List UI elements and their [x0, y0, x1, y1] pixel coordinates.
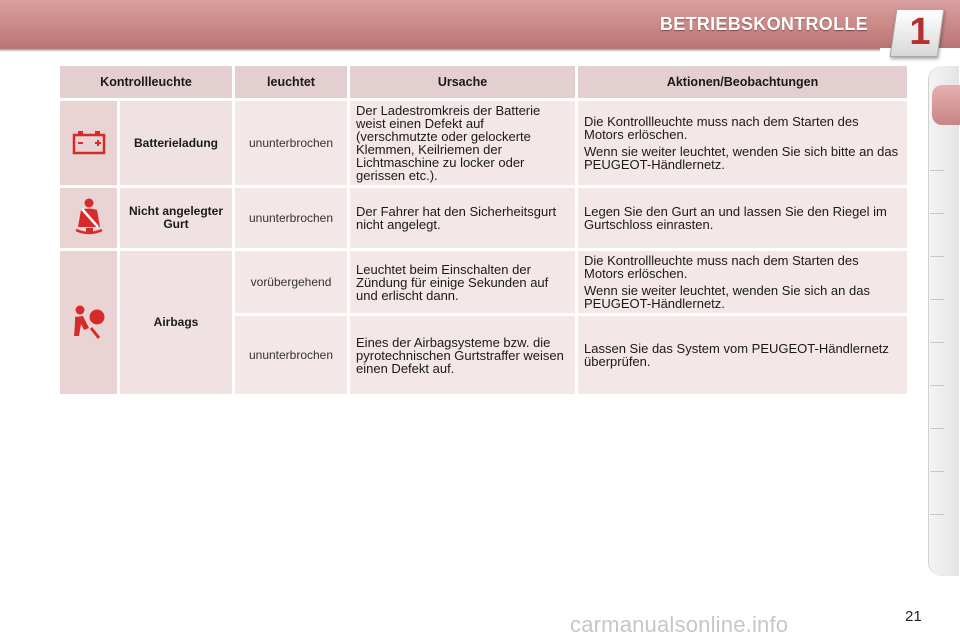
side-tab-divider [930, 342, 944, 343]
side-tab-active[interactable] [932, 85, 960, 125]
side-tab-divider [930, 256, 944, 257]
row-cause: Leuchtet beim Einschalten der Zündung für einige Sekunden auf und erlischt dann. [350, 251, 575, 313]
row-duration: vorübergehend [235, 251, 347, 313]
row-name-airbags: Airbags [120, 251, 232, 394]
row-name-battery: Batterieladung [120, 101, 232, 185]
row-duration: ununterbrochen [235, 316, 347, 394]
seatbelt-icon-cell [60, 188, 117, 248]
row-actions [578, 101, 907, 185]
action-text: Die Kontrollleuchte muss nach dem Starten des Motors erlöschen. [584, 114, 859, 142]
airbag-icon [69, 302, 109, 342]
row-cause: Eines der Airbagsysteme bzw. die pyrotechnischen Gurtstraffer weisen einen Defekt auf. [350, 316, 575, 394]
row-cause: Der Ladestromkreis der Batterie weist einen Defekt auf (verschmutzte oder gelockerte Klemmen, Keilriemen der Lichtmaschine zu locker oder gerissen etc.). [350, 101, 575, 185]
table-row [60, 101, 907, 185]
action-text: Wenn sie weiter leuchtet, wenden Sie sich bitte an das PEUGEOT-Händlernetz. [584, 144, 899, 172]
battery-icon-cell [60, 101, 117, 185]
row-cause: Der Fahrer hat den Sicherheitsgurt nicht angelegt. [350, 188, 575, 248]
page-number: 21 [905, 608, 922, 625]
side-tab-divider [930, 428, 944, 429]
row-duration: ununterbrochen [235, 101, 347, 185]
seatbelt-icon [72, 197, 106, 237]
column-header-cause: Ursache [350, 66, 575, 98]
side-tab-divider [930, 471, 944, 472]
side-tab-divider [930, 213, 944, 214]
column-header-lit: leuchtet [235, 66, 347, 98]
table-header-row [60, 66, 907, 98]
action-text: Legen Sie den Gurt an und lassen Sie den Riegel im Gurtschloss einrasten. [584, 204, 887, 232]
side-tab-strip [928, 66, 959, 576]
airbag-icon-cell [60, 251, 117, 394]
side-tab-divider [930, 385, 944, 386]
warning-lights-table [57, 63, 910, 397]
row-duration: ununterbrochen [235, 188, 347, 248]
action-text: Wenn sie weiter leuchtet, wenden Sie sich an das PEUGEOT-Händlernetz. [584, 283, 870, 311]
column-header-warning-light: Kontrollleuchte [60, 66, 232, 98]
row-name-seatbelt: Nicht angelegter Gurt [120, 188, 232, 248]
page-title: BETRIEBSKONTROLLE [659, 14, 868, 34]
action-text: Lassen Sie das System vom PEUGEOT-Händlernetz überprüfen. [584, 341, 889, 369]
column-header-actions: Aktionen/Beobachtungen [578, 66, 907, 98]
action-text: Die Kontrollleuchte muss nach dem Starten des Motors erlöschen. [584, 253, 859, 281]
battery-icon [71, 129, 107, 155]
side-tab-divider [930, 299, 944, 300]
row-actions [578, 316, 907, 394]
chapter-number: 1 [909, 11, 931, 53]
watermark: carmanualsonline.info [570, 612, 789, 637]
row-actions [578, 188, 907, 248]
side-tab-divider [930, 170, 944, 171]
side-tab-divider [930, 514, 944, 515]
header-shadow [0, 48, 880, 52]
row-actions [578, 251, 907, 313]
table-row [60, 251, 907, 313]
table-row [60, 188, 907, 248]
